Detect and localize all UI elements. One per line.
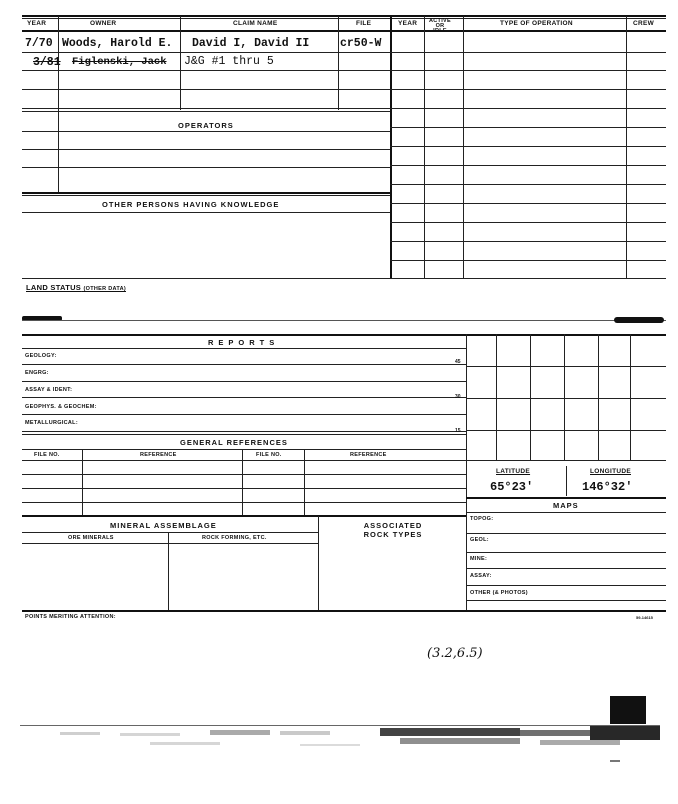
entry-2-claim: J&G #1 thru 5 bbox=[184, 55, 274, 68]
map-assay: ASSAY: bbox=[470, 573, 492, 579]
handwritten-note: (3.2,6.5) bbox=[427, 646, 483, 661]
entry-2-year: 3/81 bbox=[33, 56, 61, 69]
reports-heading: REPORTS bbox=[208, 338, 280, 347]
entry-1-year: 7/70 bbox=[25, 37, 53, 50]
report-num-15: 15 bbox=[455, 428, 461, 434]
entry-2-owner: Figlenski, Jack bbox=[72, 56, 167, 68]
header-file: FILE bbox=[356, 20, 372, 27]
report-num-30: 30 bbox=[455, 394, 461, 400]
land-status-label: LAND STATUS bbox=[26, 283, 82, 292]
report-metallurgical: METALLURGICAL: bbox=[25, 420, 78, 426]
map-topog: TOPOG: bbox=[470, 516, 494, 522]
maps-heading: MAPS bbox=[553, 501, 579, 510]
longitude-label: LONGITUDE bbox=[590, 468, 631, 475]
ref-col-file-no: FILE NO. bbox=[34, 452, 60, 458]
mineral-col-ore: ORE MINERALS bbox=[68, 535, 114, 541]
report-num-45: 45 bbox=[455, 359, 461, 365]
land-status-heading bbox=[26, 283, 126, 292]
header-claim-name: CLAIM NAME bbox=[233, 20, 278, 27]
report-engrg: ENGRG: bbox=[25, 370, 49, 376]
ref-col-reference-2: REFERENCE bbox=[350, 452, 387, 458]
associated-rock-types-heading: ASSOCIATED ROCK TYPES bbox=[363, 521, 423, 539]
header-crew: CREW bbox=[633, 20, 655, 27]
header-active-or-idle: ACTIVE OR IDLE bbox=[429, 18, 451, 34]
map-mine: MINE: bbox=[470, 556, 488, 562]
header-owner: OWNER bbox=[90, 20, 117, 27]
map-geol: GEOL: bbox=[470, 537, 489, 543]
scan-noise-band bbox=[0, 690, 678, 770]
longitude-value: 146°32' bbox=[582, 480, 633, 494]
ref-col-reference: REFERENCE bbox=[140, 452, 177, 458]
entry-1-file: cr50-W bbox=[340, 37, 382, 50]
operators-heading: OPERATORS bbox=[178, 121, 234, 130]
general-references-heading: GENERAL REFERENCES bbox=[180, 438, 288, 447]
points-meriting-attention-label: POINTS MERITING ATTENTION: bbox=[25, 614, 116, 620]
entry-1-claim: David I, David II bbox=[192, 37, 310, 50]
ref-col-file-no-2: FILE NO. bbox=[256, 452, 282, 458]
form-number: 59-14615 bbox=[636, 615, 653, 620]
report-geology: GEOLOGY: bbox=[25, 353, 57, 359]
mineral-assemblage-heading: MINERAL ASSEMBLAGE bbox=[110, 521, 217, 530]
other-persons-heading: OTHER PERSONS HAVING KNOWLEDGE bbox=[102, 200, 280, 209]
land-status-sub: (OTHER DATA) bbox=[83, 286, 126, 292]
header-year-right: YEAR bbox=[398, 20, 418, 27]
map-other-photos: OTHER (& PHOTOS) bbox=[470, 590, 528, 596]
mineral-col-rock-forming: ROCK FORMING, ETC. bbox=[202, 535, 267, 541]
entry-1-owner: Woods, Harold E. bbox=[62, 37, 173, 50]
header-type-of-operation: TYPE OF OPERATION bbox=[500, 20, 573, 27]
report-geophys: GEOPHYS. & GEOCHEM: bbox=[25, 404, 97, 410]
header-year: YEAR bbox=[27, 20, 47, 27]
report-assay: ASSAY & IDENT: bbox=[25, 387, 73, 393]
scan-smudge-right bbox=[614, 317, 664, 323]
latitude-value: 65°23' bbox=[490, 480, 534, 494]
latitude-label: LATITUDE bbox=[496, 468, 531, 475]
